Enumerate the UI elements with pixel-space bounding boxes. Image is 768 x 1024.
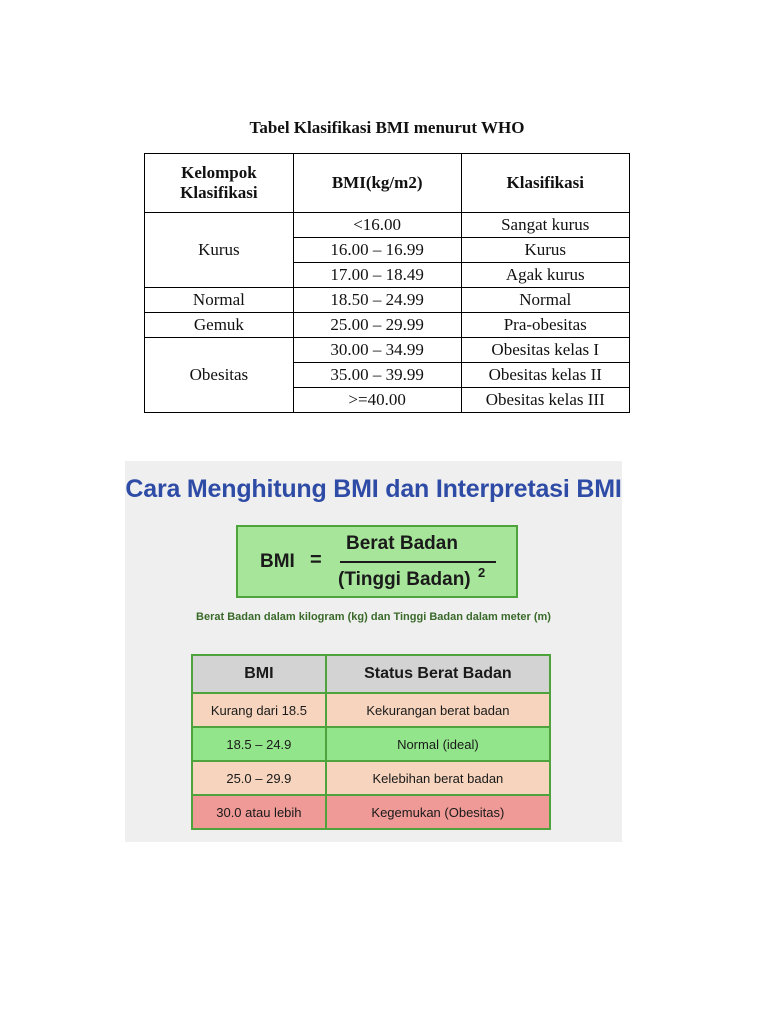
bmi-cell: 25.00 – 29.99 [293, 313, 461, 338]
header-status: Status Berat Badan [326, 655, 550, 693]
who-classification-table [144, 153, 630, 413]
class-cell: Normal [461, 288, 630, 313]
bmi-cell: 35.00 – 39.99 [293, 363, 461, 388]
table-row [145, 213, 630, 238]
bmi-cell: 16.00 – 16.99 [293, 238, 461, 263]
class-cell: Kurus [461, 238, 630, 263]
formula-lhs: BMI [260, 551, 295, 572]
units-note: Berat Badan dalam kilogram (kg) dan Tinggi Badan dalam meter (m) [196, 611, 551, 623]
formula-denominator: (Tinggi Badan) [338, 569, 471, 590]
who-table-title: Tabel Klasifikasi BMI menurut WHO [249, 118, 525, 137]
bmi-formula [236, 525, 518, 598]
infographic-title: Cara Menghitung BMI dan Interpretasi BMI [125, 475, 622, 503]
status-row [192, 761, 550, 795]
group-cell: Normal [145, 288, 294, 313]
bmi-status-table [191, 654, 551, 830]
status-bmi-cell: 25.0 – 29.9 [192, 761, 326, 795]
status-header-row [192, 655, 550, 693]
status-row [192, 795, 550, 829]
group-cell: Gemuk [145, 313, 294, 338]
status-row [192, 727, 550, 761]
group-cell: Obesitas [145, 338, 294, 413]
class-cell: Sangat kurus [461, 213, 630, 238]
table-row [145, 288, 630, 313]
group-cell: Kurus [145, 213, 294, 288]
header-bmi: BMI(kg/m2) [293, 154, 461, 213]
class-cell: Obesitas kelas III [461, 388, 630, 413]
class-cell: Obesitas kelas II [461, 363, 630, 388]
bmi-cell: >=40.00 [293, 388, 461, 413]
bmi-infographic [125, 461, 622, 842]
status-label-cell: Kegemukan (Obesitas) [326, 795, 550, 829]
status-bmi-cell: Kurang dari 18.5 [192, 693, 326, 727]
class-cell: Agak kurus [461, 263, 630, 288]
table-row [145, 313, 630, 338]
header-bmi: BMI [192, 655, 326, 693]
class-cell: Obesitas kelas I [461, 338, 630, 363]
status-label-cell: Kelebihan berat badan [326, 761, 550, 795]
bmi-cell: <16.00 [293, 213, 461, 238]
status-label-cell: Normal (ideal) [326, 727, 550, 761]
status-row [192, 693, 550, 727]
fraction-bar [340, 561, 496, 563]
status-label-cell: Kekurangan berat badan [326, 693, 550, 727]
bmi-cell: 17.00 – 18.49 [293, 263, 461, 288]
class-cell: Pra-obesitas [461, 313, 630, 338]
status-bmi-cell: 18.5 – 24.9 [192, 727, 326, 761]
status-bmi-cell: 30.0 atau lebih [192, 795, 326, 829]
formula-exponent: 2 [478, 565, 486, 580]
formula-equals: = [310, 549, 322, 571]
bmi-cell: 18.50 – 24.99 [293, 288, 461, 313]
table-header-row [145, 154, 630, 213]
table-row [145, 338, 630, 363]
bmi-cell: 30.00 – 34.99 [293, 338, 461, 363]
formula-numerator: Berat Badan [346, 533, 458, 554]
header-klasifikasi: Klasifikasi [461, 154, 630, 213]
header-kelompok: Kelompok Klasifikasi [145, 154, 294, 213]
